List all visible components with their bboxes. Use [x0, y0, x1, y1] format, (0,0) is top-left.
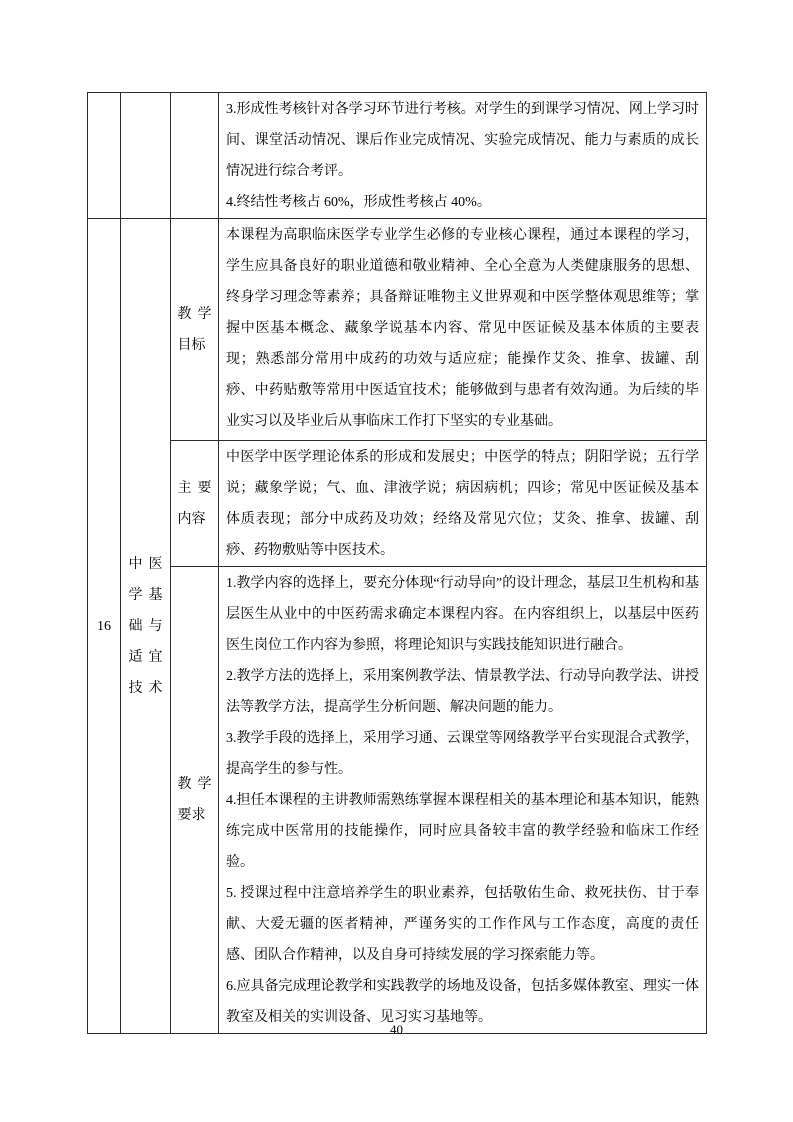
section-label-line: 目标 — [177, 337, 206, 353]
paragraph: 2.教学方法的选择上，采用案例教学法、情景教学法、行动导向教学法、讲授法等教学方法，提高学生分析问题、解决问题的能力。 — [226, 669, 699, 715]
empty-cell — [171, 93, 219, 219]
paragraph: 5. 授课过程中注意培养学生的职业素养，包括敬佑生命、救死扶伤、甘于奉献、大爱无疆的医者精神，严谨务实的工作作风与工作态度，高度的责任感、团队合作精神，以及自身可持续发展的学习探索能力等。 — [226, 886, 699, 963]
section-label — [178, 473, 212, 535]
paragraph: 中医学中医学理论体系的形成和发展史；中医学的特点；阴阳学说；五行学说；藏象学说；气、血、津液学说；病因病机；四诊；常见中医证候及基本体质表现；部分中成药及功效；经络及常见穴位；艾灸、推拿、拔罐、刮痧、药物敷贴等中医技术。 — [226, 450, 699, 558]
section-label-line: 教学 — [177, 777, 212, 792]
course-name — [129, 549, 163, 704]
section-content-cell-objectives — [219, 219, 707, 441]
section-label — [178, 299, 212, 361]
course-name-line: 技术 — [128, 680, 163, 696]
paragraph: 4.担任本课程的主讲教师需熟练掌握本课程相关的基本理论和基本知识，能熟练完成中医常用的技能操作，同时应具备较丰富的教学经验和临床工作经验。 — [226, 793, 699, 870]
paragraph: 本课程为高职临床医学专业学生必修的专业核心课程，通过本课程的学习，学生应具备良好的职业道德和敬业精神、全心全意为人类健康服务的思想、终身学习理念等素养；具备辩证唯物主义世界观和中医学整体观思维等；掌握中医基本概念、藏象学说基本内容、常见中医证候及基本体质的主要表现；熟悉部分常用中成药的功效与适应症；能操作艾灸、推拿、拔罐、刮痧、中药贴敷等常用中医适宜技术；能够做到与患者有效沟通。为后续的毕业实习以及毕业后从事临床工作打下坚实的专业基础。 — [226, 228, 699, 429]
table-row — [88, 441, 707, 567]
paragraph: 3.教学手段的选择上，采用学习通、云课堂等网络教学平台实现混合式教学，提高学生的参与性。 — [226, 731, 699, 777]
paragraph: 3.形成性考核针对各学习环节进行考核。对学生的到课学习情况、网上学习时间、课堂活动情况、课后作业完成情况、实验完成情况、能力与素质的成长情况进行综合考评。 — [226, 102, 699, 179]
course-name-cell — [121, 219, 171, 1034]
empty-cell — [121, 93, 171, 219]
table-row — [88, 219, 707, 441]
section-label — [178, 769, 212, 831]
page-number: 40 — [390, 1022, 403, 1037]
course-table — [87, 92, 707, 1034]
course-name-line: 中医 — [128, 556, 163, 572]
course-name-line: 适宜 — [128, 649, 163, 665]
section-content-cell-requirements — [219, 567, 707, 1034]
table-row — [88, 93, 707, 219]
paragraph: 1.教学内容的选择上，要充分体现“行动导向”的设计理念，基层卫生机构和基层医生从业中的中医药需求确定本课程内容。在内容组织上，以基层中医药医生岗位工作内容为参照，将理论知识与实践技能知识进行融合。 — [226, 576, 699, 653]
course-index: 16 — [97, 618, 111, 634]
course-name-line: 础与 — [128, 618, 163, 634]
assessment-content-cell — [219, 93, 707, 219]
section-label-cell-requirements — [171, 567, 219, 1034]
empty-cell — [88, 93, 121, 219]
section-content-cell-main-content — [219, 441, 707, 567]
section-label-cell-objectives — [171, 219, 219, 441]
table-row — [88, 567, 707, 1034]
section-label-line: 教学 — [177, 306, 212, 322]
course-name-line: 学基 — [128, 587, 163, 603]
section-label-line: 要求 — [177, 808, 206, 823]
section-label-line: 主要 — [177, 480, 212, 496]
paragraph: 6.应具备完成理论教学和实践教学的场地及设备，包括多媒体教室、理实一体教室及相关的实训设备、见习实习基地等。 — [226, 979, 699, 1025]
course-index-cell — [88, 219, 121, 1034]
section-label-line: 内容 — [177, 511, 206, 527]
section-label-cell-main-content — [171, 441, 219, 567]
paragraph: 4.终结性考核占 60%，形成性考核占 40%。 — [226, 195, 491, 210]
